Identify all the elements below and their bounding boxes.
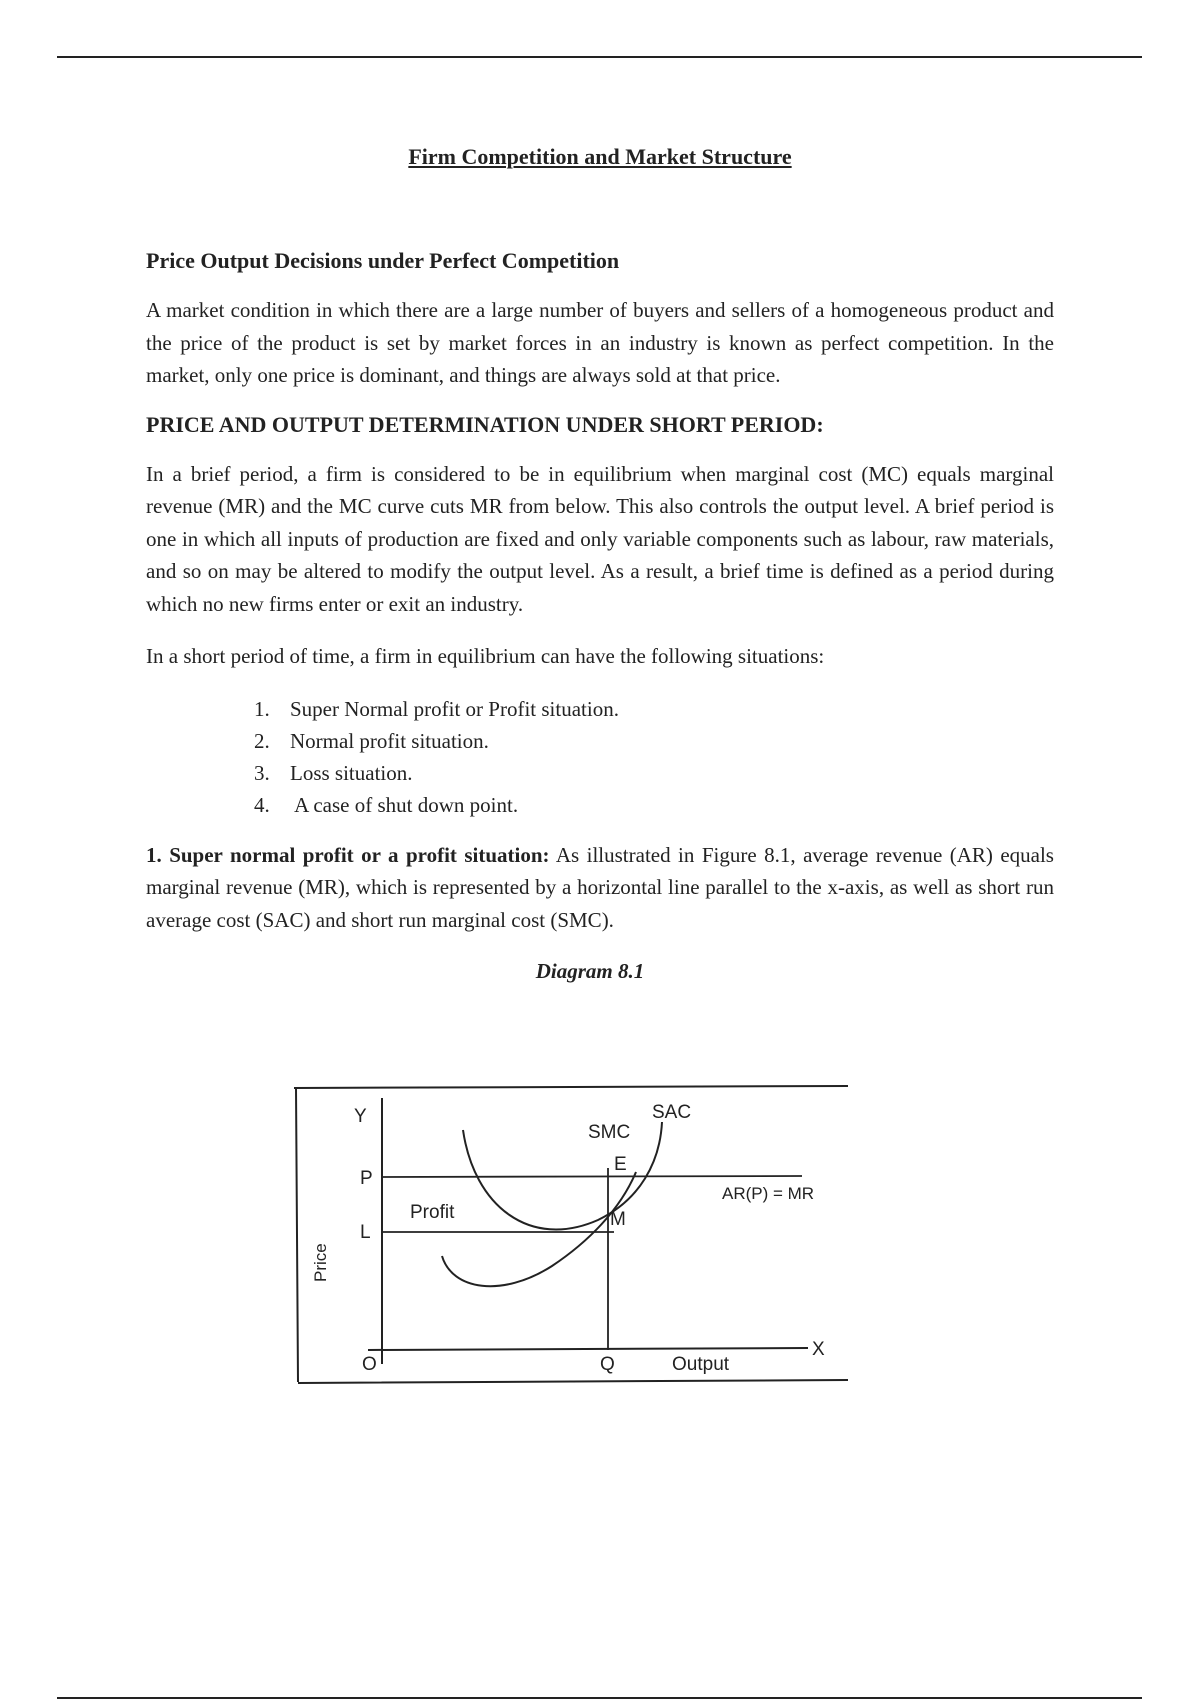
situations-lead: In a short period of time, a firm in equilibrium can have the following situations: [146,644,825,668]
sac-label: SAC [652,1102,692,1123]
smc-curve [442,1172,636,1286]
short-period-paragraph: In a brief period, a firm is considered to be in equilibrium when marginal cost (MC) equals marginal revenue (MR) and the MC curve cuts MR from below. This also controls the output level. A brief period is one in which all inputs of production are fixed and only variable components such as labour, raw materials, and so on may be altered to modify the output level. As a result, a brief time is defined as a period during which no new firms enter or exit an industry. [146,461,1054,616]
profit-label: Profit [410,1202,455,1223]
price-axis-label: Price [311,1243,330,1282]
q-label: Q [600,1354,615,1375]
super-normal-paragraph [146,839,1054,937]
x-axis-line [368,1348,808,1350]
list-item: 1. Super Normal profit or Profit situation. [254,696,619,721]
smc-label: SMC [588,1122,631,1143]
x-axis-label: X [812,1339,825,1360]
e-label: E [614,1154,627,1175]
y-axis-label: Y [354,1106,367,1127]
p-label: P [360,1168,373,1189]
diagram-8-1 [292,1080,852,1392]
section-heading: Price Output Decisions under Perfect Competition [146,248,620,273]
diagram-caption: Diagram 8.1 [535,959,645,983]
m-label: M [610,1209,626,1230]
list-item: 4. A case of shut down point. [254,792,519,817]
super-normal-label: 1. Super normal profit or a profit situation: [146,842,550,867]
top-rule [57,56,1142,58]
super-normal-text: As illustrated in Figure 8.1, average revenue (AR) equals marginal revenue (MR), which is represented by a horizontal line parallel to the x-axis, as well as short run average cost (SAC) and short run marginal cost (SMC). [146,842,1054,932]
diagram-frame [294,1086,848,1383]
list-item: 3. Loss situation. [254,760,413,785]
ar-mr-label: AR(P) = MR [722,1184,815,1203]
page-title: Firm Competition and Market Structure [408,144,792,169]
origin-label: O [362,1354,377,1375]
situations-list [146,693,1054,821]
intro-paragraph: A market condition in which there are a large number of buyers and sellers of a homogeneous product and the price of the product is set by market forces in an industry is known as perfect competition. In the market, only one price is dominant, and things are always sold at that price. [146,298,1054,387]
l-label: L [360,1222,371,1243]
document-body [146,246,1054,1004]
output-axis-label: Output [672,1354,730,1375]
diagram-svg [292,1080,852,1392]
bottom-rule [57,1697,1142,1699]
list-item: 2. Normal profit situation. [254,728,489,753]
subheading: PRICE AND OUTPUT DETERMINATION UNDER SHORT PERIOD: [146,411,824,437]
ar-mr-line [382,1176,802,1177]
